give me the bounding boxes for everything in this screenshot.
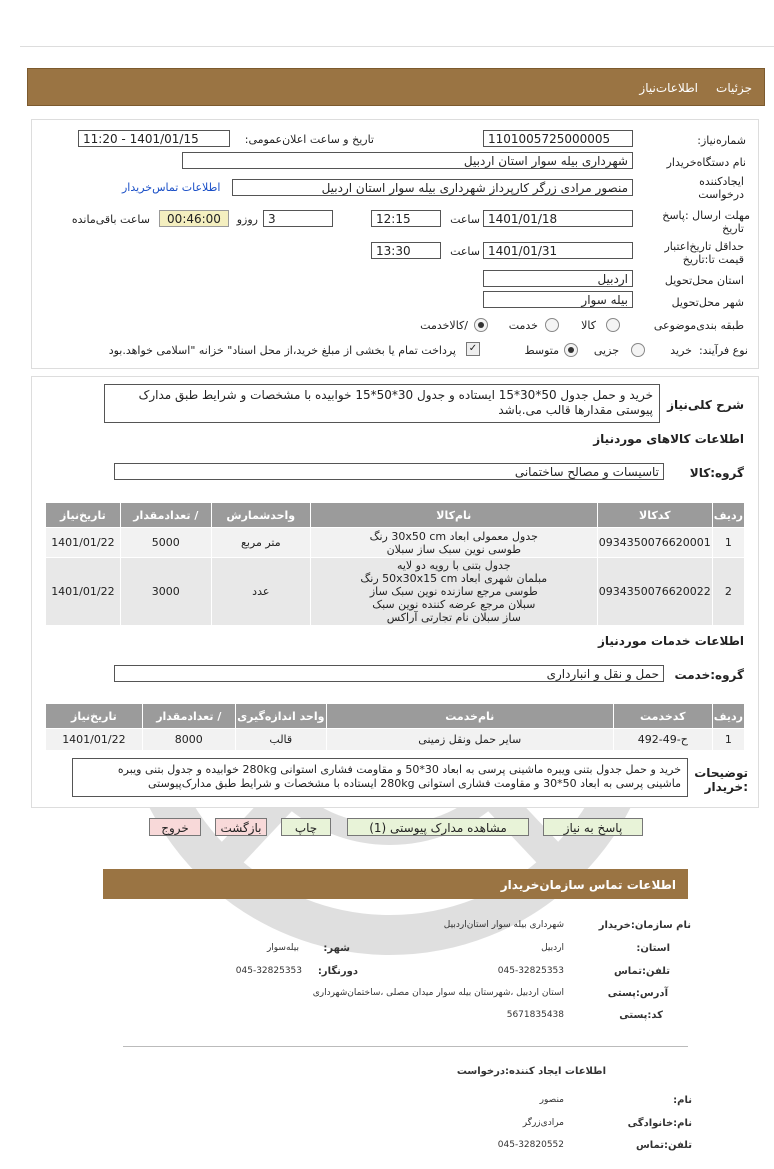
validity-time-field: 13:30 xyxy=(371,242,441,259)
creator-family-value: مرادی‌زرگر xyxy=(522,1118,564,1128)
buyer-notes-line1: خرید و حمل جدول بتنی ویبره ماشینی پرسی به ابعاد 30*50 و مقاومت فشاری استوانی 280kg خوابیده و جدول بتنی ویبره xyxy=(117,763,681,776)
table-row xyxy=(46,558,745,626)
contact-phone-label: تلفن:تماس xyxy=(613,966,670,977)
buyer-notes-line2: ماشینی پرسی به ابعاد 50*30 و مقاومت فشاری استوانی 280kg ایستاده با مشخصات و شرایط طبق مدارک‌پیوستی xyxy=(147,777,681,790)
category-goods-label: کالا xyxy=(581,319,596,332)
creator-field: منصور مرادی زرگر کارپرداز شهرداری بیله سوار استان اردبیل xyxy=(232,179,633,196)
item-name-line: مبلمان شهری ابعاد 50x30x15 cm رنگ xyxy=(360,572,548,585)
goods-group-label: گروه:کالا xyxy=(689,466,744,480)
col-date: تاریخ‌نیاز xyxy=(46,704,143,729)
goods-group-field: تاسیسات و مصالح ساختمانی xyxy=(114,463,664,480)
col-row: ردیف xyxy=(712,503,744,528)
col-unit: واحد اندازه‌گیری xyxy=(235,704,326,729)
validity-time-label: ساعت xyxy=(450,245,480,258)
contact-org-value: شهرداری بیله سوار استان‌اردبیل xyxy=(443,920,564,930)
attachments-button[interactable]: مشاهده مدارک پیوستی (1) xyxy=(347,818,529,836)
announce-field: 1401/01/15 - 11:20 xyxy=(78,130,230,147)
province-label: استان محل‌تحویل xyxy=(664,274,744,287)
item-name-line: سبلان مرجع عرضه کننده نوین سبک xyxy=(372,598,536,611)
need-number-label: شماره‌نیاز: xyxy=(697,134,746,147)
contact-province-value: اردبیل xyxy=(541,943,564,953)
row-index: 1 xyxy=(712,528,744,558)
contact-fax-value: 045-32825353 xyxy=(235,966,302,976)
col-row: ردیف xyxy=(712,704,744,729)
services-section-title: اطلاعات خدمات موردنیاز xyxy=(597,634,744,648)
item-qty: 3000 xyxy=(120,558,211,626)
services-group-label: گروه:خدمت xyxy=(674,668,744,682)
need-number-field: 1101005725000005 xyxy=(483,130,633,147)
remaining-label: ساعت باقی‌مانده xyxy=(71,213,150,226)
col-qty: / تعدادمقدار xyxy=(142,704,235,729)
days-label: روزو xyxy=(236,213,258,226)
category-goods-service-radio[interactable] xyxy=(474,318,488,332)
contact-address-value: استان اردبیل ،شهرستان بیله سوار میدان مصلی ،ساختمان‌شهرداری xyxy=(312,988,564,998)
service-unit: قالب xyxy=(235,729,326,751)
city-label: شهر محل‌تحویل xyxy=(671,296,744,309)
category-goods-service-label: /کالاخدمت xyxy=(420,319,468,332)
summary-text-line2: پیوستی مقدارها قالب می.باشد xyxy=(498,403,653,417)
item-name-line: جدول بتنی با رویه دو لایه xyxy=(396,559,511,572)
days-field: 3 xyxy=(263,210,333,227)
services-table xyxy=(45,703,745,751)
contact-header-title: اطلاعات تماس سازمان‌خریدار xyxy=(500,878,676,892)
creator-label-2: درخواست xyxy=(698,188,744,201)
validity-date-field: 1401/01/31 xyxy=(483,242,633,259)
service-qty: 8000 xyxy=(142,729,235,751)
item-qty: 5000 xyxy=(120,528,211,558)
summary-text-line1: خرید و حمل جدول 50*30*15 ایستاده و جدول 30*50*15 خوابیده با مشخصات و شرایط طبق مدارک xyxy=(138,388,653,402)
item-date: 1401/01/22 xyxy=(46,528,121,558)
exit-button[interactable]: خروج xyxy=(149,818,201,836)
item-unit: متر مربع xyxy=(211,528,310,558)
category-service-label: خدمت xyxy=(508,319,538,332)
process-buy-label: خرید xyxy=(670,344,692,357)
buyer-notes-box xyxy=(72,758,688,797)
print-button[interactable]: چاپ xyxy=(281,818,331,836)
buyer-notes-label-1: توضیحات xyxy=(694,766,748,780)
item-name xyxy=(310,558,597,626)
contact-fax-label: دورنگار: xyxy=(317,966,358,977)
item-name-line: طوسی مرجع سازنده نوین سبک ساز xyxy=(369,585,538,598)
top-divider xyxy=(20,46,774,47)
contact-phone-value: 045-32825353 xyxy=(497,966,564,976)
buyer-org-field: شهرداری بیله سوار استان اردبیل xyxy=(182,152,633,169)
col-code: کدخدمت xyxy=(613,704,712,729)
buyer-notes-label-2: :خریدار xyxy=(704,780,748,794)
creator-name-value: منصور xyxy=(539,1095,564,1105)
tab-details[interactable]: جزئیات xyxy=(716,81,752,95)
reply-button[interactable]: پاسخ به نیاز xyxy=(543,818,643,836)
buyer-contact-link[interactable]: اطلاعات تماس‌خریدار xyxy=(122,181,221,194)
col-code: کدکالا xyxy=(597,503,712,528)
creator-phone-value: 045-32820552 xyxy=(497,1140,564,1150)
col-date: تاریخ‌نیاز xyxy=(46,503,121,528)
contact-address-label: آدرس:پستی xyxy=(607,988,668,999)
col-name: نام‌کالا xyxy=(310,503,597,528)
validity-label-1: حداقل تاریخ‌اعتبار xyxy=(664,240,744,253)
deadline-label-2: تاریخ xyxy=(722,222,744,235)
item-name xyxy=(310,528,597,558)
row-index: 2 xyxy=(712,558,744,626)
category-label: طبقه بندی‌موضوعی xyxy=(653,319,744,332)
summary-label: شرح کلی‌نیاز xyxy=(667,398,744,412)
services-group-field: حمل و نقل و انبارداری xyxy=(114,665,664,682)
item-code: 0934350076620001 xyxy=(597,528,712,558)
row-index: 1 xyxy=(712,729,744,751)
service-date: 1401/01/22 xyxy=(46,729,143,751)
payment-note: پرداخت تمام یا بخشی از مبلغ خرید،از محل اسناد" خزانه "اسلامی خواهد.بود xyxy=(108,344,456,357)
category-goods-radio[interactable] xyxy=(606,318,620,332)
tabs-header xyxy=(27,68,765,106)
remaining-timer: 00:46:00 xyxy=(159,210,229,227)
tab-need-info[interactable]: اطلاعات‌نیاز xyxy=(639,81,698,95)
back-button[interactable]: بازگشت xyxy=(215,818,267,836)
creator-phone-label: تلفن:تماس xyxy=(635,1140,692,1151)
province-field: اردبیل xyxy=(483,270,633,287)
deadline-time-field: 12:15 xyxy=(371,210,441,227)
city-field: بیله سوار xyxy=(483,291,633,308)
contact-postal-label: کد:پستی xyxy=(619,1010,663,1021)
payment-checkbox[interactable]: ✓ xyxy=(466,342,480,356)
contact-divider xyxy=(123,1046,688,1047)
deadline-date-field: 1401/01/18 xyxy=(483,210,633,227)
service-code: ح-49-492 xyxy=(613,729,712,751)
col-name: نام‌خدمت xyxy=(326,704,613,729)
category-service-radio[interactable] xyxy=(545,318,559,332)
contact-header xyxy=(103,869,688,899)
item-name-line: ساز سبلان نام تجارتی آراکس xyxy=(386,611,521,624)
announce-label: تاریخ و ساعت اعلان‌عمومی: xyxy=(244,133,374,146)
summary-box xyxy=(104,384,660,423)
item-date: 1401/01/22 xyxy=(46,558,121,626)
goods-section-title: اطلاعات کالاهای موردنیاز xyxy=(593,432,744,446)
process-medium-radio[interactable] xyxy=(564,343,578,357)
item-name-line: جدول معمولی ابعاد 30x50 cm رنگ xyxy=(369,529,538,543)
creator-label-1: ایجادکننده xyxy=(699,175,744,188)
process-small-radio[interactable] xyxy=(631,343,645,357)
goods-table xyxy=(45,502,745,626)
item-unit: عدد xyxy=(211,558,310,626)
goods-table-header xyxy=(46,503,745,528)
process-label: نوع فرآیند: xyxy=(698,344,748,357)
table-row xyxy=(46,729,745,751)
contact-org-label: نام سازمان:خریدار xyxy=(598,920,691,931)
process-medium-label: متوسط xyxy=(524,344,559,357)
item-code: 0934350076620022 xyxy=(597,558,712,626)
buyer-org-label: نام دستگاه‌خریدار xyxy=(666,156,746,169)
deadline-time-label: ساعت xyxy=(450,213,480,226)
contact-province-label: استان: xyxy=(636,943,670,954)
creator-name-label: نام: xyxy=(673,1095,692,1106)
col-qty: / تعدادمقدار xyxy=(120,503,211,528)
deadline-label-1: مهلت ارسال :پاسخ xyxy=(662,209,750,222)
creator-info-title: اطلاعات ایجاد کننده:درخواست xyxy=(456,1066,606,1077)
creator-family-label: نام:خانوادگی xyxy=(627,1118,692,1129)
services-table-header xyxy=(46,704,745,729)
table-row xyxy=(46,528,745,558)
contact-city-value: بیله‌سوار xyxy=(266,943,299,953)
process-small-label: جزیی xyxy=(593,344,619,357)
col-unit: واحدشمارش xyxy=(211,503,310,528)
contact-city-label: شهر: xyxy=(323,943,350,954)
item-name-line: طوسی نوین سبک ساز سبلان xyxy=(386,542,522,556)
validity-label-2: قیمت تا:تاریخ xyxy=(682,253,744,266)
contact-postal-value: 5671835438 xyxy=(506,1010,564,1020)
service-name: سایر حمل ونقل زمینی xyxy=(326,729,613,751)
